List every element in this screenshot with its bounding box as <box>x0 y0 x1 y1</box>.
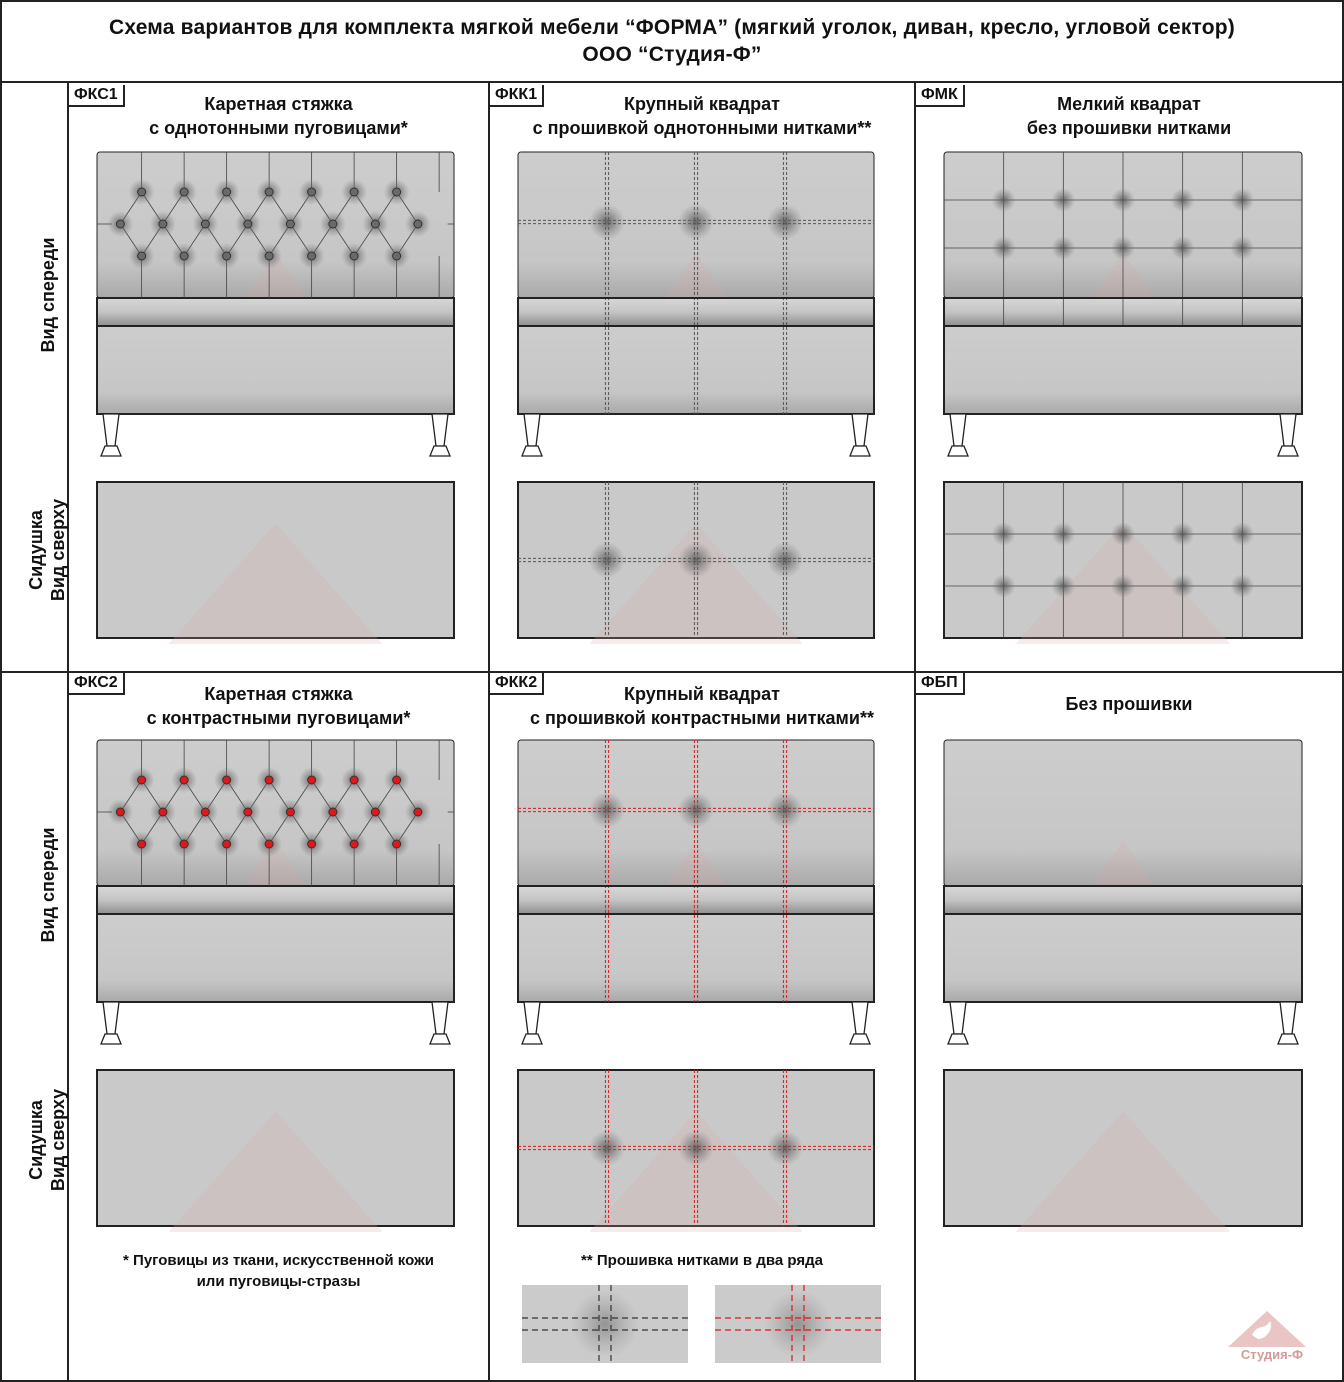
variant-title-line1: Без прошивки <box>1065 694 1193 714</box>
variant-code-fbp: ФБП <box>916 673 965 695</box>
tuft-shadow <box>678 542 714 578</box>
tuft-shadow <box>1051 188 1075 212</box>
tuft-button <box>180 252 188 260</box>
row1-front-label: Вид спереди <box>38 237 58 353</box>
tuft-button <box>265 188 273 196</box>
tuft-button <box>286 220 294 228</box>
leg-foot <box>850 1034 870 1044</box>
tuft-button <box>265 776 273 784</box>
tuft-button <box>223 188 231 196</box>
tuft-shadow <box>1111 188 1135 212</box>
row2-front-label: Вид спереди <box>38 827 58 943</box>
sofa-figure-fbp <box>916 673 1342 1263</box>
tuft-shadow <box>1111 236 1135 260</box>
armrest-band <box>97 886 454 914</box>
variant-title-line1: Крупный квадрат <box>623 94 781 114</box>
tuft-button <box>329 808 337 816</box>
sofa-leg <box>950 1002 966 1034</box>
sofa-leg <box>950 414 966 446</box>
tuft-button <box>350 252 358 260</box>
tuft-shadow <box>1171 236 1195 260</box>
leg-foot <box>1278 446 1298 456</box>
tuft-shadow <box>1230 188 1254 212</box>
tuft-shadow <box>1230 574 1254 598</box>
armrest-band <box>944 886 1302 914</box>
sofa-base <box>97 326 454 414</box>
sofa-figure-fkk2 <box>490 673 914 1263</box>
tuft-button <box>180 188 188 196</box>
buttons-footnote <box>69 1250 488 1292</box>
sofa-base <box>518 914 874 1002</box>
tuft-shadow <box>589 542 625 578</box>
sofa-base <box>944 326 1302 414</box>
tuft-button <box>138 840 146 848</box>
leg-foot <box>948 446 968 456</box>
tuft-shadow <box>678 204 714 240</box>
tuft-shadow <box>992 236 1016 260</box>
sofa-leg <box>1280 1002 1296 1034</box>
sofa-leg <box>524 414 540 446</box>
tuft-shadow <box>767 542 803 578</box>
sofa-leg <box>103 414 119 446</box>
tuft-button <box>265 252 273 260</box>
tuft-button <box>308 252 316 260</box>
tuft-button <box>244 220 252 228</box>
sofa-figure-fkk1 <box>490 85 914 671</box>
tuft-shadow <box>992 522 1016 546</box>
variant-title-line1: Крупный квадрат <box>623 684 781 704</box>
tuft-shadow <box>589 792 625 828</box>
tuft-shadow <box>1230 236 1254 260</box>
header <box>0 0 1344 83</box>
tuft-shadow <box>678 1130 714 1166</box>
leg-foot <box>101 1034 121 1044</box>
sofa-leg <box>432 1002 448 1034</box>
tuft-shadow <box>767 1130 803 1166</box>
tuft-button <box>201 808 209 816</box>
variant-title-line1: Мелкий квадрат <box>1057 94 1201 114</box>
page-title: Схема вариантов для комплекта мягкой мебели “ФОРМА” (мягкий уголок, диван, кресло, угловой сектор) <box>108 16 1236 39</box>
tuft-shadow <box>767 204 803 240</box>
sofa-leg <box>432 414 448 446</box>
row1-seat-label-2: Вид сверху <box>48 498 68 602</box>
tuft-button <box>244 808 252 816</box>
tuft-button <box>223 840 231 848</box>
sofa-leg <box>1280 414 1296 446</box>
tuft-button <box>286 808 294 816</box>
tuft-button <box>138 776 146 784</box>
variant-code-fks1: ФКС1 <box>69 85 125 107</box>
tuft-button <box>223 252 231 260</box>
sofa-base <box>97 914 454 1002</box>
tuft-button <box>414 808 422 816</box>
tuft-shadow <box>992 574 1016 598</box>
armrest-band <box>518 298 874 326</box>
tuft-button <box>138 188 146 196</box>
tuft-button <box>116 808 124 816</box>
variant-code-fmk: ФМК <box>916 85 965 107</box>
tuft-shadow <box>678 792 714 828</box>
sofa-base <box>944 914 1302 1002</box>
row2-seat-label-1: Сидушка <box>26 1100 46 1180</box>
leg-foot <box>1278 1034 1298 1044</box>
variant-title-line2: с прошивкой однотонными нитками** <box>532 118 872 138</box>
logo-text: Студия-Ф <box>1240 1347 1304 1362</box>
tuft-button <box>116 220 124 228</box>
tuft-button <box>371 220 379 228</box>
sample-tuft <box>571 1290 639 1358</box>
tuft-button <box>393 776 401 784</box>
tuft-button <box>371 808 379 816</box>
tuft-button <box>393 840 401 848</box>
leg-foot <box>430 446 450 456</box>
tuft-shadow <box>1171 188 1195 212</box>
tuft-button <box>180 840 188 848</box>
leg-foot <box>850 446 870 456</box>
variant-code-fks2: ФКС2 <box>69 673 125 695</box>
stitch-footnote: ** Прошивка нитками в два ряда <box>581 1252 823 1269</box>
variant-code-fkk1: ФКК1 <box>490 85 544 107</box>
variant-code-fkk2: ФКК2 <box>490 673 544 695</box>
tuft-button <box>201 220 209 228</box>
leg-foot <box>522 446 542 456</box>
sofa-figure-fmk <box>916 85 1342 671</box>
sofa-leg <box>524 1002 540 1034</box>
company-name: ООО “Студия-Ф” <box>582 43 762 66</box>
tuft-button <box>308 776 316 784</box>
leg-foot <box>101 446 121 456</box>
variant-title-line2: без прошивки нитками <box>1026 118 1232 138</box>
footnote-line2: или пуговицы-стразы <box>196 1273 361 1290</box>
tuft-button <box>393 252 401 260</box>
tuft-button <box>329 220 337 228</box>
sofa-figure-fks2 <box>69 673 488 1263</box>
sample-tuft <box>764 1290 832 1358</box>
tuft-button <box>308 188 316 196</box>
studio-logo <box>1222 1305 1312 1353</box>
tuft-button <box>223 776 231 784</box>
leg-foot <box>522 1034 542 1044</box>
armrest-band <box>518 886 874 914</box>
tuft-shadow <box>1051 236 1075 260</box>
sofa-base <box>518 326 874 414</box>
tuft-button <box>350 840 358 848</box>
stitch-sample-contrast <box>715 1285 881 1363</box>
tuft-shadow <box>589 1130 625 1166</box>
tuft-shadow <box>767 792 803 828</box>
tuft-shadow <box>1171 574 1195 598</box>
tuft-button <box>350 188 358 196</box>
variant-title-line2: с однотонными пуговицами* <box>149 118 408 138</box>
tuft-shadow <box>1171 522 1195 546</box>
row1-seat-label-1: Сидушка <box>26 510 46 590</box>
variant-title-line2: с контрастными пуговицами* <box>146 708 411 728</box>
footnote-line1: * Пуговицы из ткани, искусственной кожи <box>123 1252 434 1269</box>
tuft-button <box>138 252 146 260</box>
sofa-leg <box>852 1002 868 1034</box>
armrest-band <box>97 298 454 326</box>
tuft-button <box>265 840 273 848</box>
tuft-button <box>414 220 422 228</box>
tuft-button <box>350 776 358 784</box>
tuft-button <box>159 220 167 228</box>
tuft-button <box>159 808 167 816</box>
tuft-shadow <box>1230 522 1254 546</box>
tuft-shadow <box>1051 574 1075 598</box>
variant-title-line1: Каретная стяжка <box>204 684 353 704</box>
sofa-leg <box>852 414 868 446</box>
sofa-leg <box>103 1002 119 1034</box>
tuft-button <box>180 776 188 784</box>
tuft-button <box>393 188 401 196</box>
leg-foot <box>430 1034 450 1044</box>
tuft-shadow <box>1051 522 1075 546</box>
tuft-button <box>308 840 316 848</box>
tuft-shadow <box>589 204 625 240</box>
sofa-figure-fks1 <box>69 85 488 671</box>
tuft-shadow <box>992 188 1016 212</box>
tuft-shadow <box>1111 574 1135 598</box>
stitch-sample-single <box>522 1285 688 1363</box>
tuft-shadow <box>1111 522 1135 546</box>
variant-title-line2: с прошивкой контрастными нитками** <box>530 708 874 728</box>
leg-foot <box>948 1034 968 1044</box>
row2-seat-label-2: Вид сверху <box>48 1088 68 1192</box>
variant-title-line1: Каретная стяжка <box>204 94 353 114</box>
